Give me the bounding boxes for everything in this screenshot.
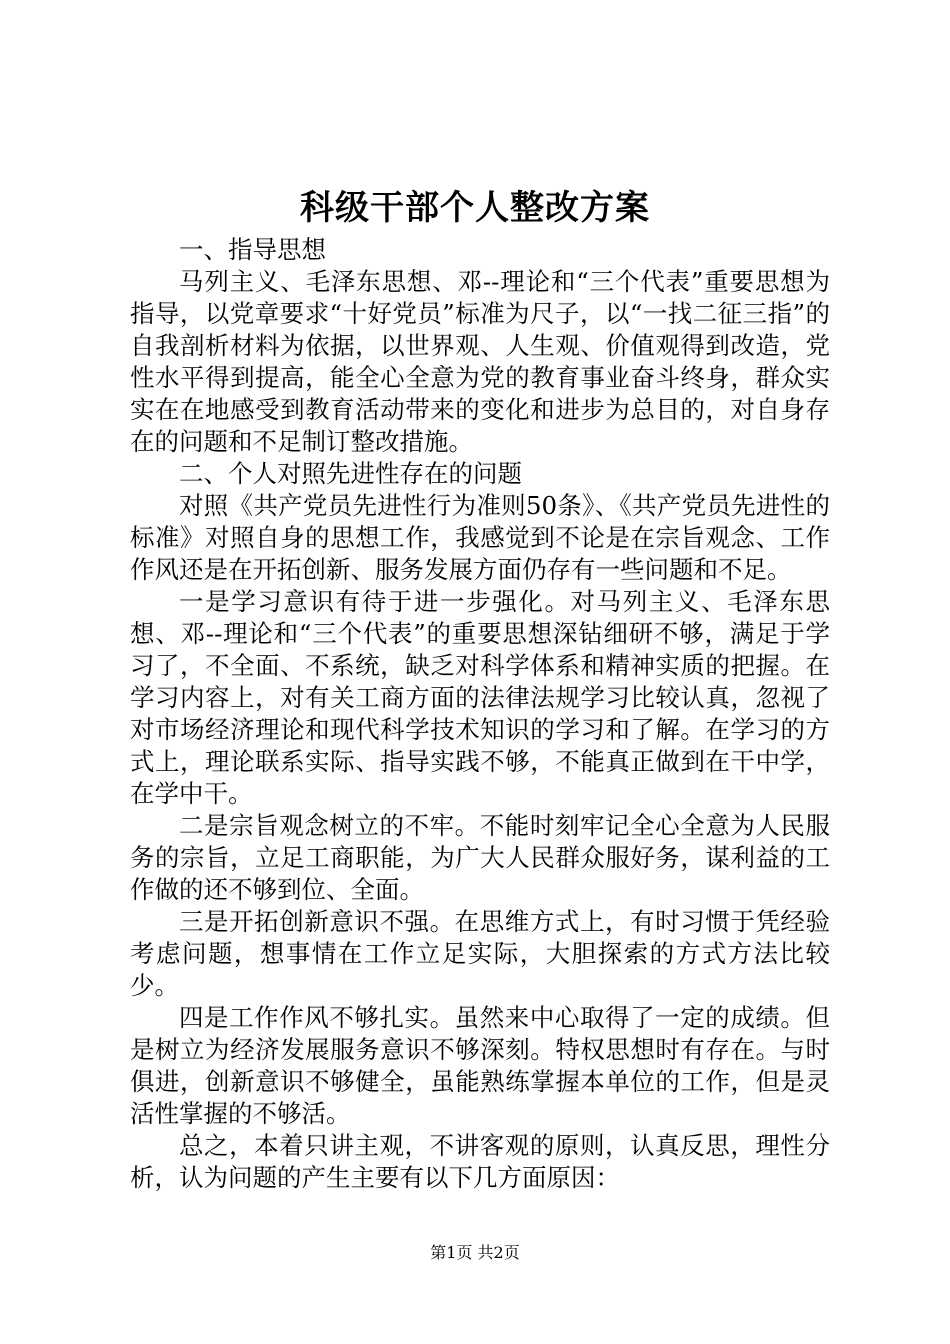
page-footer: 第1页 共2页	[430, 1243, 520, 1262]
document-title: 科级干部个人整改方案	[300, 188, 650, 228]
document-body	[130, 234, 830, 1194]
paragraph: 四是工作作风不够扎实。虽然来中心取得了一定的成绩。但是树立为经济发展服务意识不够深刻。特权思想时有存在。与时俱进，创新意识不够健全，虽能熟练掌握本单位的工作，但是灵活性掌握的不够活。	[130, 1003, 830, 1128]
paragraph: 三是开拓创新意识不强。在思维方式上，有时习惯于凭经验考虑问题，想事情在工作立足实际，大胆探索的方式方法比较少。	[130, 907, 830, 1000]
paragraph: 总之，本着只讲主观，不讲客观的原则，认真反思，理性分析，认为问题的产生主要有以下几方面原因：	[130, 1131, 830, 1192]
paragraph: 马列主义、毛泽东思想、邓--理论和“三个代表”重要思想为指导，以党章要求“十好党员”标准为尺子，以“一找二征三指”的自我剖析材料为依据，以世界观、人生观、价值观得到改造，党性水平得到提高，能全心全意为党的教育事业奋斗终身，群众实实在在地感受到教育活动带来的变化和进步为总目的，对自身存在的问题和不足制订整改措施。	[130, 267, 830, 456]
paragraph: 对照《共产党员先进性行为准则50条》、《共产党员先进性的标准》对照自身的思想工作，我感觉到不论是在宗旨观念、工作作风还是在开拓创新、服务发展方面仍存有一些问题和不足。	[130, 491, 830, 584]
paragraph: 一是学习意识有待于进一步强化。对马列主义、毛泽东思想、邓--理论和“三个代表”的重要思想深钻细研不够，满足于学习了，不全面、不系统，缺乏对科学体系和精神实质的把握。在学习内容上，对有关工商方面的法律法规学习比较认真，忽视了对市场经济理论和现代科学技术知识的学习和了解。在学习的方式上，理论联系实际、指导实践不够，不能真正做到在干中学，在学中干。	[130, 587, 830, 808]
section-heading: 一、指导思想	[179, 235, 326, 264]
section-heading: 二、个人对照先进性存在的问题	[179, 459, 522, 488]
paragraph: 二是宗旨观念树立的不牢。不能时刻牢记全心全意为人民服务的宗旨，立足工商职能，为广大人民群众服好务，谋利益的工作做的还不够到位、全面。	[130, 811, 830, 904]
